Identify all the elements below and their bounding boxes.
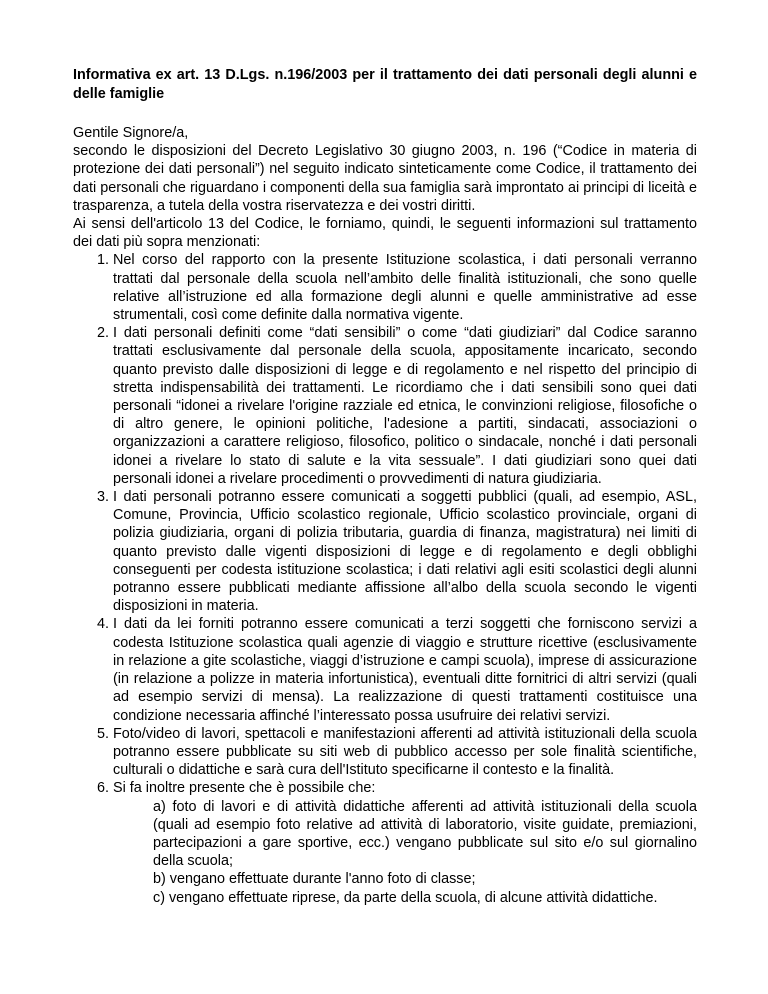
list-item-text: Si fa inoltre presente che è possibile che: — [113, 780, 376, 797]
sub-list-item: c) vengano effettuate riprese, da parte della scuola, di alcune attività didattiche. — [153, 889, 658, 906]
list-item: 4. I dati da lei forniti potranno essere comunicati a terzi soggetti che forniscono servizi a codesta Istituzione scolastica quali agenzie di viaggio e strutture ricettive (esclusivamente in relazione a gite scolastiche, viaggi d’istruzione e campi scuola), imprese di assicurazione (in relazione a polizze in materia infortunistica), eventuali ditte fornitrici di altri servizi (quali ad esempio servizi di mensa). La realizzazione di questi trattamenti costituisce una condizione necessaria affinché l’interessato possa usufruire dei relativi servizi. — [113, 615, 697, 724]
list-item: 1. Nel corso del rapporto con la presente Istituzione scolastica, i dati personali verranno trattati dal personale della scuola nell’ambito delle finalità istituzionali, che sono quelle relative all’istruzione ed alla formazione degli alunni e quelle amministrative ad esse strumentali, così come definite dalla normativa vigente. — [113, 251, 697, 324]
sub-list-item: a) foto di lavori e di attività didattiche afferenti ad attività istituzionali della scuola (quali ad esempio foto relative ad attività di laboratorio, visite guidate, premiazioni, partecipazioni a gare sportive, ecc.) vengano pubblicate sul sito e/o sul giornalino della scuola; — [153, 798, 697, 870]
sub-list — [153, 798, 697, 907]
sub-list-item: b) vengano effettuate durante l'anno foto di classe; — [153, 871, 476, 888]
list-item: 3. I dati personali potranno essere comunicati a soggetti pubblici (quali, ad esempio, ASL, Comune, Provincia, Ufficio scolastico regionale, Ufficio scolastico provinciale, organi di polizia giudiziaria, organi di polizia tributaria, guardia di finanza, magistratura) nei limiti di quanto previsto dalle vigenti disposizioni di legge e di regolamento e degli obblighi conseguenti per codesta istituzione scolastica; i dati relativi agli esiti scolastici degli alunni potranno essere pubblicati mediante affissione all’albo della scuola secondo le vigenti disposizioni in materia. — [113, 488, 697, 615]
list-item: 5. Foto/video di lavori, spettacoli e manifestazioni afferenti ad attività istituzionali della scuola potranno essere pubblicate su siti web di pubblico accesso per sole finalità scientifiche, culturali o didattiche e sarà cura dell'Istituto specificarne il contesto e la finalità. — [113, 725, 697, 780]
document-title: Informativa ex art. 13 D.Lgs. n.196/2003 per il trattamento dei dati personali degli alunni e delle famiglie — [73, 67, 697, 102]
lead-paragraph: Ai sensi dell'articolo 13 del Codice, le forniamo, quindi, le seguenti informazioni sul trattamento dei dati più sopra menzionati: — [73, 216, 697, 251]
intro-paragraph: secondo le disposizioni del Decreto Legislativo 30 giugno 2003, n. 196 (“Codice in materia di protezione dei dati personali”) nel seguito indicato sinteticamente come Codice, il trattamento dei dati personali che riguardano i componenti della sua famiglia sarà improntato ai principi di liceità e trasparenza, a tutela della vostra riservatezza e dei vostri diritti. — [73, 143, 697, 214]
list-item: 2. I dati personali definiti come “dati sensibili” o come “dati giudiziari” dal Codice saranno trattati esclusivamente dal personale della scuola, appositamente incaricato, secondo quanto previsto dalle disposizioni di legge e di regolamento e nel rispetto del principio di stretta indispensabilità dei trattamenti. Le ricordiamo che i dati sensibili sono quei dati personali “idonei a rivelare l'origine razziale ed etnica, le convinzioni religiose, filosofiche o di altro genere, le opinioni politiche, l'adesione a partiti, sindacati, associazioni o organizzazioni a carattere religioso, filosofico, politico o sindacale, nonché i dati personali idonei a rivelare lo stato di salute e la vita sessuale”. I dati giudiziari sono quei dati personali idonei a rivelare procedimenti o provvedimenti di natura giudiziaria. — [113, 324, 697, 488]
list-item-6 — [113, 779, 697, 906]
salutation: Gentile Signore/a, — [73, 125, 189, 141]
information-list — [73, 251, 697, 906]
